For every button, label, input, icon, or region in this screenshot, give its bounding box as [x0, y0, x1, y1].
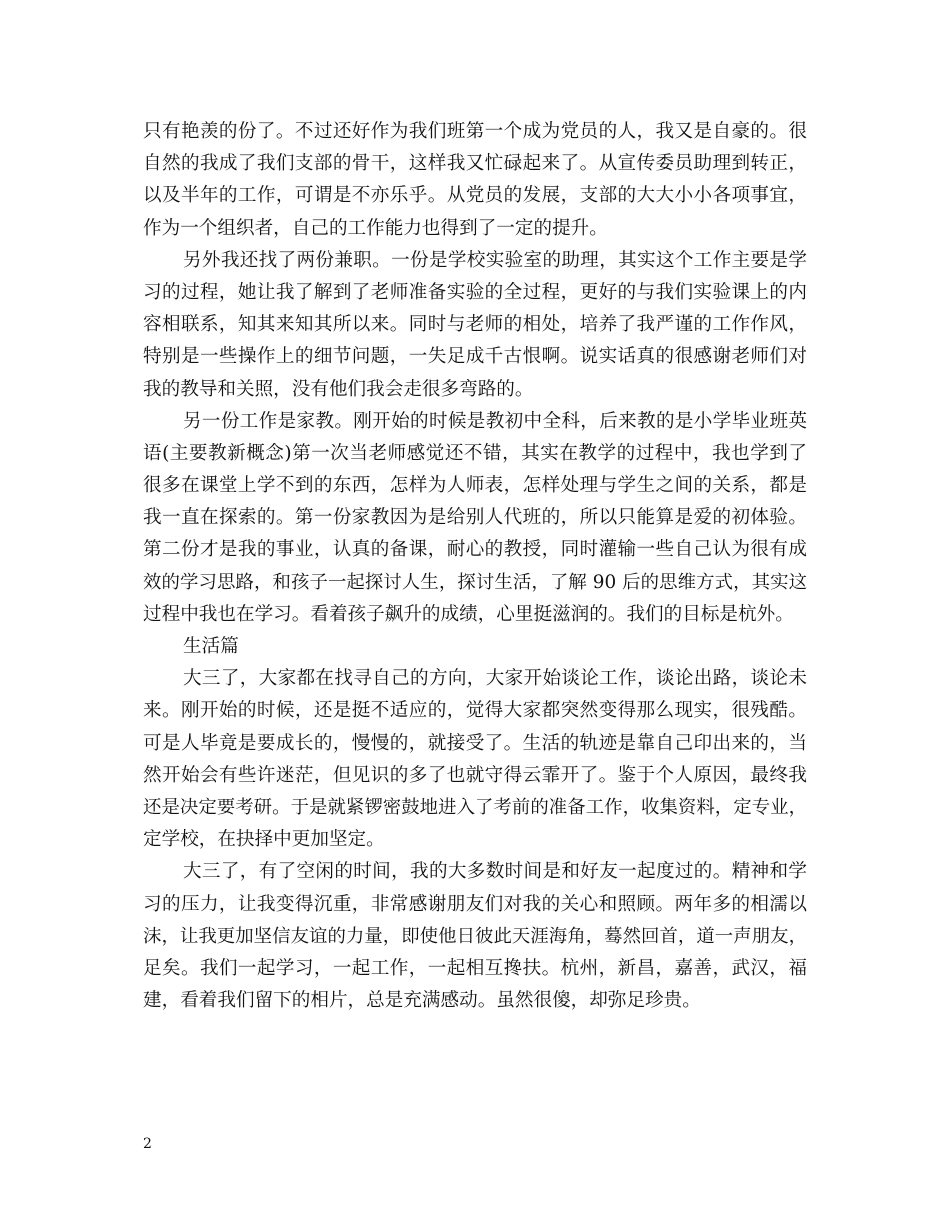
text-line: 另一份工作是家教。刚开始的时候是教初中全科，后来教的是小学毕业班英	[183, 410, 807, 432]
text-line: 大三了，大家都在找寻自己的方向，大家开始谈论工作，谈论出路，谈论未	[183, 668, 807, 690]
text-line: 习的过程，她让我了解到了老师准备实验的全过程，更好的与我们实验课上的内	[143, 281, 807, 303]
text-line: 习的压力，让我变得沉重，非常感谢朋友们对我的关心和照顾。两年多的相濡以	[143, 893, 807, 915]
text-line: 自然的我成了我们支部的骨干，这样我又忙碌起来了。从宣传委员助理到转正，	[143, 153, 807, 175]
text-line: 定学校，在抉择中更加坚定。	[143, 829, 385, 851]
text-line: 很多在课堂上学不到的东西，怎样为人师表，怎样处理与学生之间的关系，都是	[143, 475, 807, 497]
text-line: 生活篇	[183, 636, 239, 657]
text-line: 足矣。我们一起学习，一起工作，一起相互搀扶。杭州，新昌，嘉善，武汉，福	[143, 957, 807, 979]
text-line: 特别是一些操作上的细节问题，一失足成千古恨啊。说实话真的很感谢老师们对	[143, 346, 807, 368]
text-line: 还是决定要考研。于是就紧锣密鼓地进入了考前的准备工作，收集资料，定专业，	[143, 796, 807, 818]
text-line: 另外我还找了两份兼职。一份是学校实验室的助理，其实这个工作主要是学	[183, 249, 807, 271]
text-line: 我一直在探索的。第一份家教因为是给别人代班的，所以只能算是爱的初体验。	[143, 507, 807, 529]
text-line: 容相联系，知其来知其所以来。同时与老师的相处，培养了我严谨的工作作风，	[143, 314, 807, 336]
text-line: 建，看着我们留下的相片，总是充满感动。虽然很傻，却弥足珍贵。	[143, 990, 701, 1012]
text-line: 大三了，有了空闲的时间，我的大多数时间是和好友一起度过的。精神和学	[183, 861, 807, 883]
text-line: 作为一个组织者，自己的工作能力也得到了一定的提升。	[143, 217, 608, 239]
text-line: 以及半年的工作，可谓是不亦乐乎。从党员的发展，支部的大大小小各项事宜，	[143, 185, 807, 207]
text-line: 只有艳羡的份了。不过还好作为我们班第一个成为党员的人，我又是自豪的。很	[143, 121, 807, 142]
body-text	[143, 116, 807, 1017]
text-line: 第二份才是我的事业，认真的备课，耐心的教授，同时灌输一些自己认为很有成	[143, 539, 807, 561]
text-line: 然开始会有些许迷茫，但见识的多了也就守得云霏开了。鉴于个人原因，最终我	[143, 764, 807, 786]
text-line: 效的学习思路，和孩子一起探讨人生，探讨生活，了解 90 后的思维方式，其实这	[143, 571, 807, 593]
page-number: 2	[143, 1136, 152, 1152]
text-line: 来。刚开始的时候，还是挺不适应的，觉得大家都突然变得那么现实，很残酷。	[143, 700, 807, 722]
text-line: 过程中我也在学习。看着孩子飙升的成绩，心里挺滋润的。我们的目标是杭外。	[143, 603, 794, 625]
text-line: 可是人毕竟是要成长的，慢慢的，就接受了。生活的轨迹是靠自己印出来的，当	[143, 732, 807, 754]
text-line: 沫，让我更加坚信友谊的力量，即使他日彼此天涯海角，蓦然回首，道一声朋友，	[143, 925, 807, 947]
text-line: 语(主要教新概念)第一次当老师感觉还不错，其实在教学的过程中，我也学到了	[143, 442, 807, 464]
text-line: 我的教导和关照，没有他们我会走很多弯路的。	[143, 378, 534, 400]
